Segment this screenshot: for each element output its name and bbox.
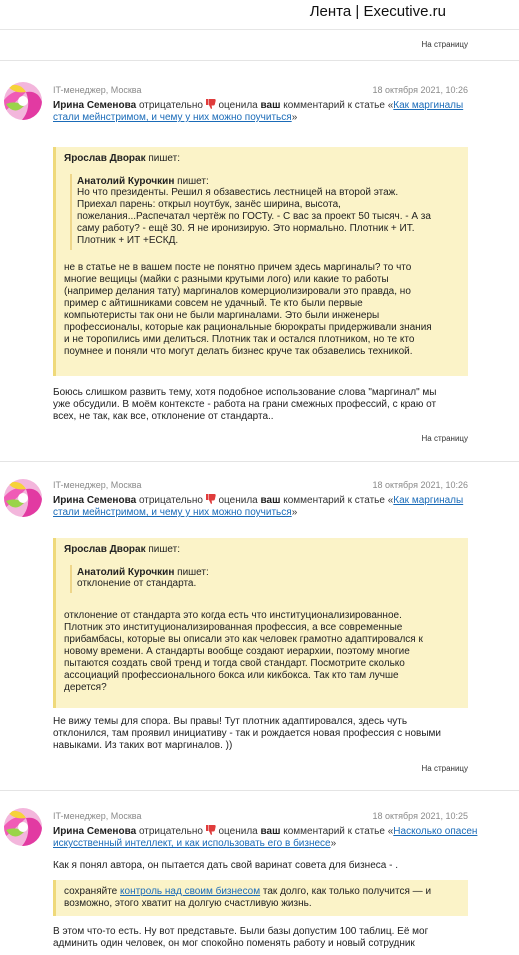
author-role: IT-менеджер, Москва: [53, 480, 142, 490]
nested-author-name[interactable]: Анатолий Курочкин: [77, 567, 175, 578]
quote-text: [64, 886, 468, 910]
close-quote: »: [291, 507, 298, 518]
author-role: IT-менеджер, Москва: [53, 811, 142, 821]
quote-block: [53, 147, 468, 376]
writes-label: пишет:: [177, 176, 209, 187]
go-to-page-link[interactable]: На страницу: [421, 434, 468, 443]
article-link[interactable]: Как маргиналы стали мейнстримом, и чему у них можно поучиться: [53, 100, 464, 123]
article-link[interactable]: Насколько опасен искусственный интеллект, и как использовать его в бизнесе: [53, 826, 478, 849]
divider: [0, 60, 519, 61]
comment-text: В этом что-то есть. Ну вот представьте. Были базы допустим 100 таблиц. Её мог админить один человек, он мог спокойно поменять работу и новый сотрудник: [53, 926, 429, 949]
user-name[interactable]: Ирина Семенова: [53, 495, 137, 506]
close-quote: »: [330, 838, 337, 849]
writes-label: пишет:: [177, 567, 209, 578]
avatar[interactable]: [4, 808, 42, 846]
writes-label: пишет:: [148, 544, 181, 555]
author-role: IT-менеджер, Москва: [53, 85, 142, 95]
thumbs-down-icon: [206, 494, 216, 504]
quote-author-name[interactable]: Ярослав Дворак: [64, 153, 146, 164]
divider: [0, 790, 519, 791]
quote-text-start: сохраняйте: [64, 886, 121, 897]
close-quote: »: [291, 112, 298, 123]
action-text: отрицательно: [138, 495, 203, 506]
article-link[interactable]: Как маргиналы стали мейнстримом, и чему у них можно поучиться: [53, 495, 464, 518]
comment-text: Боюсь слишком развить тему, хотя подобное использование слова "маргинал" мы уже обсудили. В моём контексте - работа на грани смежных профессий, с краю от всех, не так, как все, отклонение от стандарта..: [53, 387, 437, 422]
site-title[interactable]: Лента | Executive.ru: [309, 3, 446, 20]
your-label: ваш: [260, 495, 281, 506]
action-text: отрицательно: [138, 100, 203, 111]
quote-block: [53, 538, 468, 708]
quote-block: [53, 880, 468, 916]
avatar[interactable]: [4, 479, 42, 517]
go-to-page-link[interactable]: На страницу: [421, 764, 468, 773]
quote-author-name[interactable]: Ярослав Дворак: [64, 544, 146, 555]
comment-text: Не вижу темы для спора. Вы правы! Тут плотник адаптировался, здесь чуть отклонился, там проявил инициативу - так и рождается новая профессия с новыми навыками. Из таких вот маргиналов. )): [53, 716, 441, 751]
avatar[interactable]: [4, 82, 42, 120]
action-verb: оценила: [218, 826, 258, 837]
notification-text: [53, 99, 478, 124]
nested-author-name[interactable]: Анатолий Курочкин: [77, 176, 175, 187]
nested-quote: [70, 174, 460, 250]
timestamp: 18 октября 2021, 10:26: [372, 85, 468, 95]
notification-text: [53, 494, 478, 519]
lead-text: Как я понял автора, он пытается дать свой варинат совета для бизнеса - .: [53, 860, 398, 871]
quote-author: [64, 152, 180, 165]
divider: [0, 461, 519, 462]
action-tail: комментарий к статье «: [283, 100, 394, 111]
action-verb: оценила: [218, 100, 258, 111]
top-bar: [0, 0, 519, 30]
timestamp: 18 октября 2021, 10:26: [372, 480, 468, 490]
action-tail: комментарий к статье «: [283, 495, 394, 506]
nested-quote-text: Но что президенты. Решил я обзавестись лестницей на второй этаж. Приехал парень: открыл ноутбук, занёс ширина, высота, пожелания...Распечатал чертёж по ГОСТу. - С вас за проект 50 тысяч. - А за саму работу? - ещё 30. Я не иронизирую. Это нормально. Плотник + ИТ. Плотник + ИТ +ЕСКД.: [77, 187, 431, 246]
action-text: отрицательно: [138, 826, 203, 837]
quote-text: отклонение от стандарта это когда есть что институционализированное. Плотник это институционализированная профессия, а все современные прибамбасы, которые вы описали это как человек грамотно адаптировался к новому времени. А стандарты вообще создают иерархии, поэтому многие пытаются создать свой тренд и тогда свой стандарт. Посмотрите сколько ассоциаций профессионального бокса или кикбокса. Так кто там лучше дерется?: [64, 610, 423, 693]
your-label: ваш: [260, 826, 281, 837]
action-tail: комментарий к статье «: [283, 826, 394, 837]
go-to-page-link[interactable]: На страницу: [421, 40, 468, 49]
user-name[interactable]: Ирина Семенова: [53, 100, 137, 111]
nested-quote: [70, 565, 460, 593]
quote-text: не в статье не в вашем посте не понятно причем здесь маргиналы? то что многие вещицы (майки с разными крутыми лого) или какие то работы (например делания тату) маргиналов комерциолизировали это правда, но пример с айтишниками совсем не удачный. Те кто были первые компьютеристы так они не были маргиналами. Это были инженеры профессионалы, которые как рациональные бюрократы придерживали знания и не торопились ими делиться. Плотник так и остался плотником, но те кто поумнее и поняли что могут делать бизнес круче так обзавелись техникой.: [64, 262, 432, 357]
writes-label: пишет:: [148, 153, 181, 164]
thumbs-down-icon: [206, 99, 216, 109]
notification-text: [53, 825, 478, 850]
your-label: ваш: [260, 100, 281, 111]
timestamp: 18 октября 2021, 10:25: [372, 811, 468, 821]
user-name[interactable]: Ирина Семенова: [53, 826, 137, 837]
action-verb: оценила: [218, 495, 258, 506]
thumbs-down-icon: [206, 825, 216, 835]
quote-author: [64, 543, 180, 556]
nested-quote-text: отклонение от стандарта.: [77, 578, 197, 589]
quote-text-end: так долго, как только получится — и возможно, этого хватит на долгую счастливую жизнь.: [64, 886, 432, 909]
inline-link[interactable]: контроль над своим бизнесом: [120, 886, 261, 897]
